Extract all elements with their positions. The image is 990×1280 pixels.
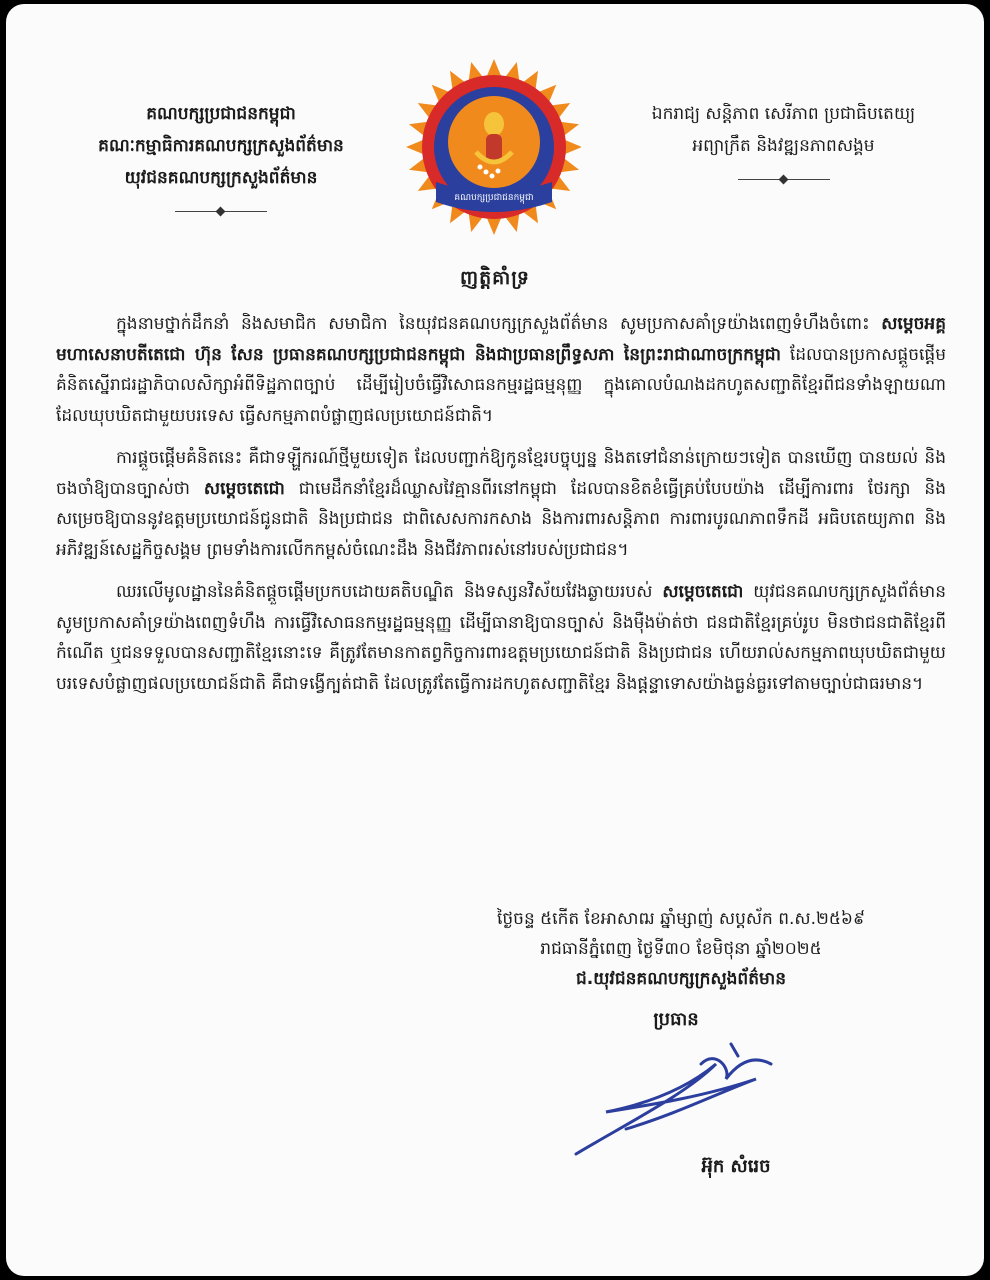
paragraph-emphasis: សម្តេចតេជោ [662, 582, 744, 602]
paragraph-emphasis: សម្តេចតេជោ [203, 478, 285, 499]
signer-name: អ៊ុក សំរេច [701, 1156, 771, 1177]
document-title: ញត្តិគាំទ្រ [460, 267, 530, 289]
committee-name: គណៈកម្មាធិការគណបក្សក្រសួងព័ត៌មាន [98, 136, 344, 156]
motto-line-1: ឯករាជ្យ សន្តិភាព សេរីភាព ប្រជាធិបតេយ្យ [651, 104, 916, 124]
solar-date: រាជធានីភ្នំពេញ ថ្ងៃទី៣០ ខែមិថុនា ឆ្នាំ២០២៥ [540, 939, 822, 959]
lunar-date: ថ្ងៃចន្ទ ៥កើត ខែអាសាឍ ឆ្នាំម្សាញ់ សប្តស័ក ព.ស.២៥៦៩ [496, 909, 866, 929]
logo-ray [486, 217, 501, 235]
paragraph-1 [56, 309, 946, 431]
national-motto [611, 98, 956, 184]
logo-banner-text: គណបក្សប្រជាជនកម្ពុជា [454, 193, 534, 203]
logo-ray [406, 139, 424, 154]
paragraph-text: ក្នុងនាមថ្នាក់ដឹកនាំ និងសមាជិក សមាជិកា នៃយុវជនគណបក្សក្រសួងព័ត៌មាន សូមប្រកាសគាំទ្រយ៉ាងពេញទំហឹងចំពោះ [116, 314, 882, 334]
youth-group-name: យុវជនគណបក្សក្រសួងព័ត៌មាន [124, 168, 318, 188]
paragraph-emphasis: សម្តេចអគ្គមហាសេនាបតីតេជោ ហ៊ុន សែន ប្រធានគណបក្សប្រជាជនកម្ពុជា និងជាប្រធានព្រឹទ្ធសភា នៃព្រះរាជាណាចក្រកម្ពុជា [56, 314, 946, 365]
paragraph-text: ឈរលើមូលដ្ឋាននៃគំនិតផ្តួចផ្តើមប្រកបដោយគតិបណ្ឌិត និងទស្សនវិស័យវែងឆ្ងាយរបស់ [116, 582, 663, 602]
document-page [6, 4, 984, 1276]
paragraph-2 [56, 443, 946, 565]
party-logo [406, 52, 581, 237]
motto-line-2: អព្យាក្រឹត និងវឌ្ឍនភាពសង្គម [692, 136, 875, 156]
signer-role: ប្រធាន [653, 1009, 699, 1030]
paragraph-text: ដែលបានប្រកាសផ្តួចផ្តើមគំនិតស្នើរាជរដ្ឋាភិបាលសិក្សាអំពីទិដ្ឋភាពច្បាប់ ដើម្បីរៀបចំធ្វើវិសោធនកម្មរដ្ឋធម្មនុញ្ញ ក្នុងគោលបំណងដកហូតសញ្ជាតិខ្មែរពីជនទាំងឡាយណាដែលឃុបឃិតជាមួយបរទេស ធ្វើសកម្មភាពបំផ្លាញផលប្រយោជន៍ជាតិ។ [56, 344, 946, 426]
signing-organization: ជ.យុវជនគណបក្សក្រសួងព័ត៌មាន [576, 969, 786, 989]
handwritten-signature [566, 1034, 816, 1164]
paragraph-text: ជាមេដឹកនាំខ្មែរដ៏ឈ្លាសវៃគ្មានពីរនៅកម្ពុជា ដែលបានខិតខំធ្វើគ្រប់បែបយ៉ាង ដើម្បីការពារ ថែរក្សា និងសម្រេចឱ្យបាននូវឧត្តមប្រយោជន៍ជូនជាតិ និងប្រជាជន ជាពិសេសការកសាង និងការពារសន្តិភាព ការពារបូរណភាពទឹកដី អធិបតេយ្យភាព និងអភិវឌ្ឍន៍សេដ្ឋកិច្ចសង្គម ព្រមទាំងការលើកកម្ពស់ចំណេះដឹង និងជីវភាពរស់នៅរបស់ប្រជាជន។ [56, 478, 946, 560]
party-name: គណបក្សប្រជាជនកម្ពុជា [146, 104, 296, 124]
document-body [56, 309, 946, 711]
logo-ray [564, 139, 581, 154]
closing-block [446, 904, 916, 994]
paragraph-text: ការផ្តួចផ្តើមគំនិតនេះ គឺជាទឡ្ហីករណ៍ថ្មីមួយទៀត ដែលបញ្ជាក់ឱ្យកូនខ្មែរបច្ចុប្បន្ន និងតទៅជំនាន់ក្រោយៗទៀត បានឃើញ បានយល់ និងចងចាំឱ្យបានច្បាស់ថា [56, 448, 946, 499]
divider-ornament [738, 176, 830, 184]
paragraph-3 [56, 577, 946, 699]
divider-ornament [175, 208, 267, 216]
logo-ray [486, 59, 501, 77]
paragraph-text: យុវជនគណបក្សក្រសួងព័ត៌មាន សូមប្រកាសគាំទ្រយ៉ាងពេញទំហឹង ការធ្វើវិសោធនកម្មរដ្ឋធម្មនុញ្ញ ដើម្បីធានាឱ្យបានច្បាស់ និងម៉ឺងម៉ាត់ថា ជនជាតិខ្មែរគ្រប់រូប មិនថាជនជាតិខ្មែរពីកំណើត ឬជនទទួលបានសញ្ជាតិខ្មែរនោះទេ គឺត្រូវតែមានកាតព្វកិច្ចការពារឧត្តមប្រយោជន៍ជាតិ និងប្រជាជន ហើយរាល់សកម្មភាពឃុបឃិតជាមួយបរទេសបំផ្លាញផលប្រយោជន៍ជាតិ គឺជាទង្វើក្បត់ជាតិ ដែលត្រូវតែធ្វើការដកហូតសញ្ជាតិខ្មែរ និងផ្តន្ទាទោសយ៉ាងធ្ងន់ធ្ងរទៅតាមច្បាប់ជាធរមាន។ [56, 582, 946, 694]
party-header [76, 98, 366, 216]
